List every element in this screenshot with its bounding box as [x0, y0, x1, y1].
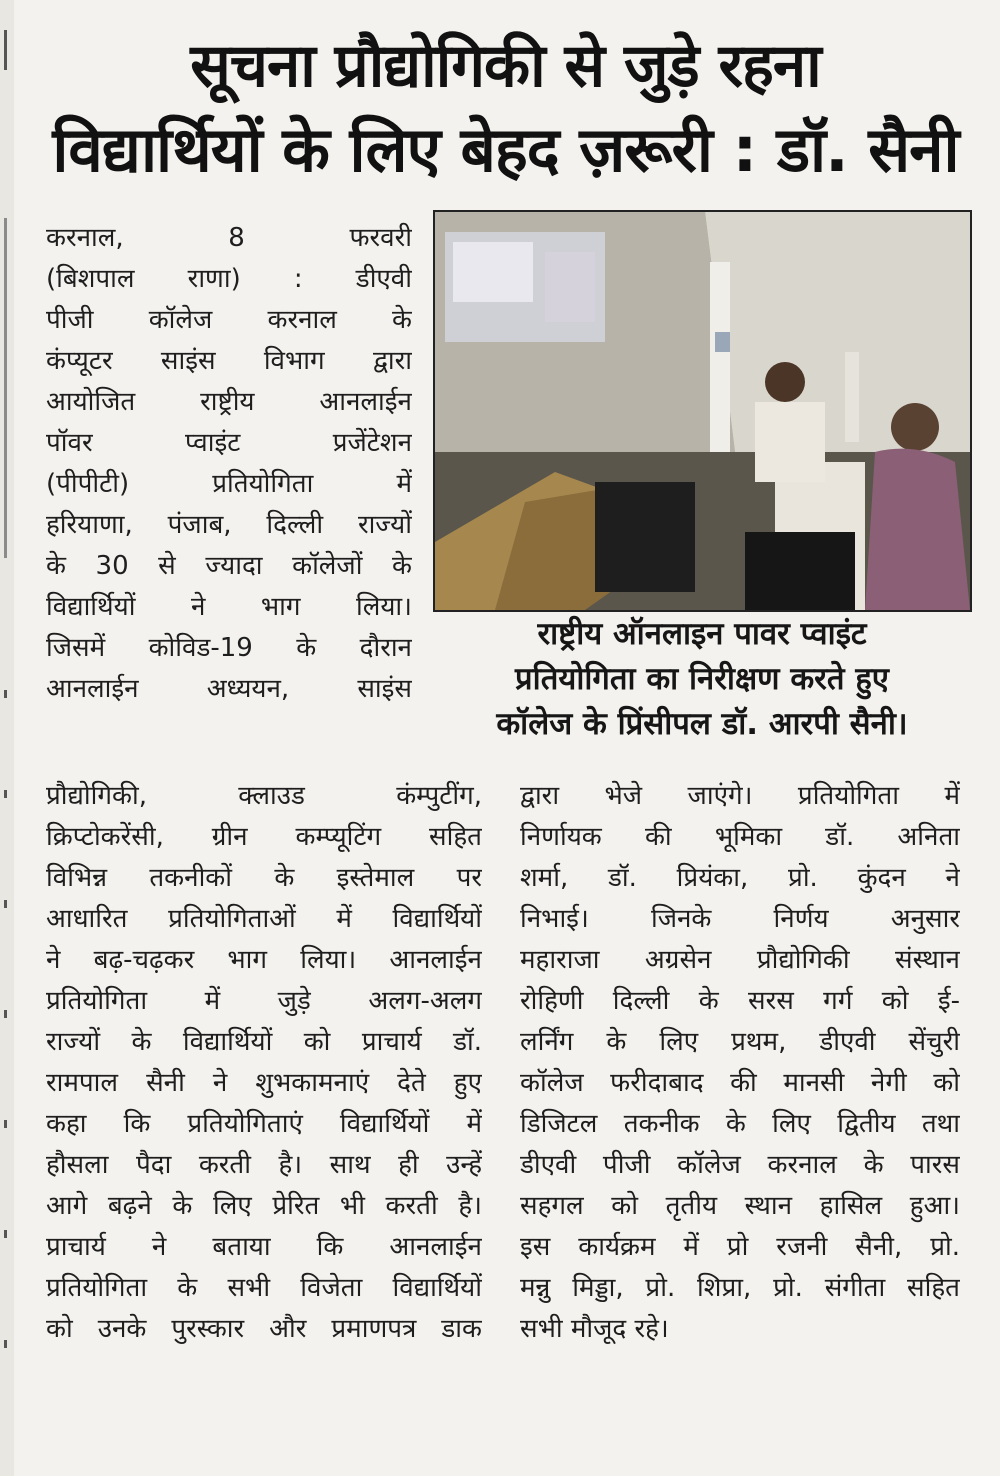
article-line: पॉवर प्वाइंट प्रजेंटेशन	[46, 428, 412, 458]
photo-caption	[432, 612, 972, 747]
article-line: करनाल, 8 फरवरी	[46, 223, 412, 253]
article-line: हरियाणा, पंजाब, दिल्ली राज्यों	[46, 510, 412, 540]
article-line: आधारित प्रतियोगिताओं में विद्यार्थियों	[46, 904, 482, 934]
article-line: कॉलेज फरीदाबाद की मानसी नेगी को	[520, 1068, 960, 1098]
article-line: पीजी कॉलेज करनाल के	[46, 305, 412, 335]
headline-line-1: सूचना प्रौद्योगिकी से जुड़े रहना	[190, 31, 821, 101]
article-line: डिजिटल तकनीक के लिए द्वितीय तथा	[520, 1109, 960, 1139]
article-line: ने बढ़-चढ़कर भाग लिया। आनलाईन	[46, 945, 482, 975]
page-edge-strip	[0, 0, 14, 1476]
article-line: प्रतियोगिता के सभी विजेता विद्यार्थियों	[46, 1273, 482, 1303]
photo-illustration	[435, 212, 970, 610]
caption-line-3: कॉलेज के प्रिंसीपल डॉ. आरपी सैनी।	[496, 706, 908, 742]
article-line: जिसमें कोविड-19 के दौरान	[46, 633, 412, 663]
caption-line-2: प्रतियोगिता का निरीक्षण करते हुए	[515, 661, 889, 697]
article-line: रोहिणी दिल्ली के सरस गर्ग को ई-	[520, 986, 960, 1016]
edge-rule	[4, 790, 7, 798]
article-line: शर्मा, डॉ. प्रियंका, प्रो. कुंदन ने	[520, 863, 960, 893]
article-line: महाराजा अग्रसेन प्रौद्योगिकी संस्थान	[520, 945, 960, 975]
article-line: डीएवी पीजी कॉलेज करनाल के पारस	[520, 1150, 960, 1180]
article-line: आयोजित राष्ट्रीय आनलाईन	[46, 387, 412, 417]
article-line: प्राचार्य ने बताया कि आनलाईन	[46, 1232, 482, 1262]
article-line: कहा कि प्रतियोगिताएं विद्यार्थियों में	[46, 1109, 482, 1139]
article-line: विभिन्न तकनीकों के इस्तेमाल पर	[46, 863, 482, 893]
article-line: मन्नु मिड्डा, प्रो. शिप्रा, प्रो. संगीता सहित	[520, 1273, 960, 1303]
article-line: निभाई। जिनके निर्णय अनुसार	[520, 904, 960, 934]
article-line: (बिशपाल राणा) : डीएवी	[46, 264, 412, 294]
article-line: (पीपीटी) प्रतियोगिता में	[46, 469, 412, 499]
edge-rule	[4, 1010, 7, 1018]
edge-rule	[4, 1340, 7, 1348]
edge-rule	[4, 1120, 7, 1128]
article-line: आगे बढ़ने के लिए प्रेरित भी करती है।	[46, 1191, 482, 1221]
article-line: के 30 से ज्यादा कॉलेजों के	[46, 551, 412, 581]
article-line: लर्निंग के लिए प्रथम, डीएवी सेंचुरी	[520, 1027, 960, 1057]
headline-line-2: विद्यार्थियों के लिए बेहद ज़रूरी : डॉ. सैनी	[52, 113, 959, 186]
news-photo	[433, 210, 972, 612]
article-column-top-left	[46, 218, 412, 710]
article-column-right	[520, 776, 960, 1350]
article-line: विद्यार्थियों ने भाग लिया।	[46, 592, 412, 622]
article-line: प्रतियोगिता में जुड़े अलग-अलग	[46, 986, 482, 1016]
edge-rule	[4, 690, 7, 698]
article-line: निर्णायक की भूमिका डॉ. अनिता	[520, 822, 960, 852]
article-line: द्वारा भेजे जाएंगे। प्रतियोगिता में	[520, 781, 960, 811]
article-line: हौसला पैदा करती है। साथ ही उन्हें	[46, 1150, 482, 1180]
article-line: आनलाईन अध्ययन, साइंस	[46, 674, 412, 704]
article-line: इस कार्यक्रम में प्रो रजनी सैनी, प्रो.	[520, 1232, 960, 1262]
article-line: प्रौद्योगिकी, क्लाउड कंम्पुटींग,	[46, 781, 482, 811]
article-line: कंप्यूटर साइंस विभाग द्वारा	[46, 346, 412, 376]
article-line: रामपाल सैनी ने शुभकामनाएं देते हुए	[46, 1068, 482, 1098]
edge-rule	[4, 900, 7, 908]
edge-rule	[4, 1230, 7, 1238]
article-line: सहगल को तृतीय स्थान हासिल हुआ।	[520, 1191, 960, 1221]
caption-line-1: राष्ट्रीय ऑनलाइन पावर प्वाइंट	[537, 616, 867, 652]
edge-rule	[4, 30, 7, 70]
article-line: को उनके पुरस्कार और प्रमाणपत्र डाक	[46, 1314, 482, 1344]
article-line: क्रिप्टोकरेंसी, ग्रीन कम्प्यूटिंग सहित	[46, 822, 482, 852]
article-column-bottom-left	[46, 776, 482, 1350]
article-line: सभी मौजूद रहे।	[520, 1314, 669, 1344]
article-line: राज्यों के विद्यार्थियों को प्राचार्य डॉ.	[46, 1027, 482, 1057]
edge-rule	[4, 218, 7, 558]
